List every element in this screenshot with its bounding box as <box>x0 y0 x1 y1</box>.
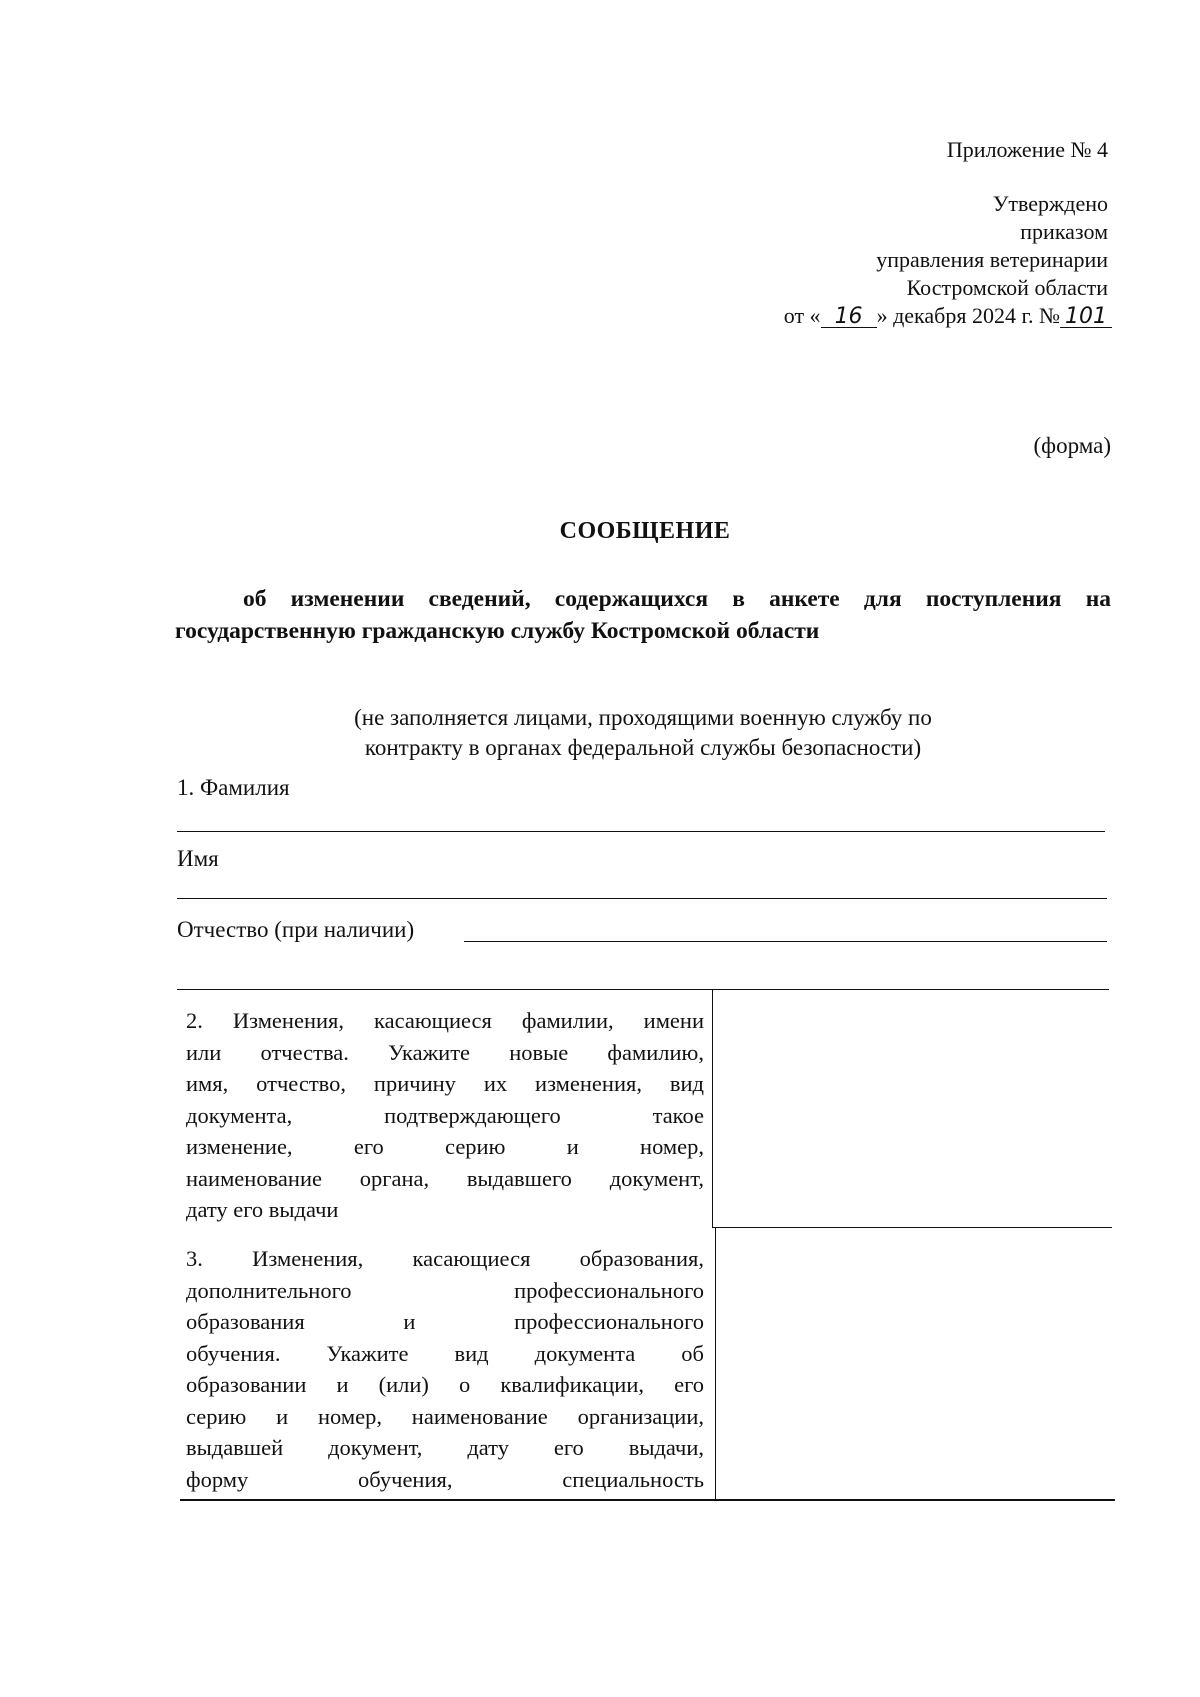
row2-line: или отчества. Укажите новые фамилию, <box>186 1039 704 1065</box>
row3-line: образования и профессионального <box>186 1309 704 1334</box>
table-row2-divider <box>712 989 713 1227</box>
table-row2-answer-cell[interactable] <box>716 992 1106 1224</box>
order-line <box>784 302 1112 330</box>
row2-line: дату его выдачи <box>186 1197 339 1222</box>
patronymic-input-line[interactable] <box>464 941 1107 942</box>
name-input-line[interactable] <box>177 898 1107 899</box>
name-label: Имя <box>177 846 219 871</box>
table-bottom-border <box>180 1499 1115 1501</box>
row2-line: документа, подтверждающего такое <box>186 1102 704 1128</box>
note-line-2: контракту в органах федеральной службы безопасности) <box>364 735 922 760</box>
order-number-handwritten: 101 <box>1060 307 1112 328</box>
row3-line: 3. Изменения, касающиеся образования, <box>186 1246 704 1271</box>
row3-line: образовании и (или) о квалификации, его <box>186 1372 704 1397</box>
approved-line-2: приказом <box>1020 219 1108 244</box>
row2-line: наименование органа, выдавшего документ, <box>186 1165 704 1191</box>
surname-label: 1. Фамилия <box>177 775 290 800</box>
patronymic-label: Отчество (при наличии) <box>177 917 415 942</box>
row2-line: изменение, его серию и номер, <box>186 1134 704 1159</box>
approved-line-4: Костромской области <box>906 275 1108 300</box>
row3-line: форму обучения, специальность <box>186 1466 704 1492</box>
row3-line: выдавшей документ, дату его выдачи, <box>186 1435 704 1460</box>
note-line-1: (не заполняется лицами, проходящими военную службу по <box>354 705 932 730</box>
approved-line-3: управления ветеринарии <box>876 247 1108 272</box>
order-prefix: от « <box>783 303 821 328</box>
table-row3-question <box>186 1243 704 1495</box>
table-top-border <box>177 989 1109 990</box>
document-subtitle: об изменении сведений, содержащихся в анкете для поступления на государственную гражданскую службу Костромской области <box>175 586 1111 644</box>
approved-line-1: Утверждено <box>992 191 1108 216</box>
document-title: СООБЩЕНИЕ <box>559 518 731 544</box>
table-row3-answer-cell[interactable] <box>719 1231 1109 1495</box>
table-row2-question <box>186 1005 704 1226</box>
order-day-handwritten: 16 <box>821 307 877 328</box>
surname-input-line[interactable] <box>177 831 1105 832</box>
table-row2-bottom-border <box>712 1227 1112 1228</box>
row2-line: имя, отчество, причину их изменения, вид <box>186 1071 704 1096</box>
order-mid: » декабря 2024 г. № <box>876 303 1060 328</box>
appendix-number: Приложение № 4 <box>946 137 1108 162</box>
row3-line: обучения. Укажите вид документа об <box>186 1340 704 1366</box>
row3-line: дополнительного профессионального <box>186 1277 704 1303</box>
exclusion-note <box>175 703 1111 763</box>
table-row3-divider <box>715 1227 716 1499</box>
row2-line: 2. Изменения, касающиеся фамилии, имени <box>186 1008 704 1033</box>
form-label: (форма) <box>1033 433 1111 458</box>
row3-line: серию и номер, наименование организации, <box>186 1403 704 1429</box>
